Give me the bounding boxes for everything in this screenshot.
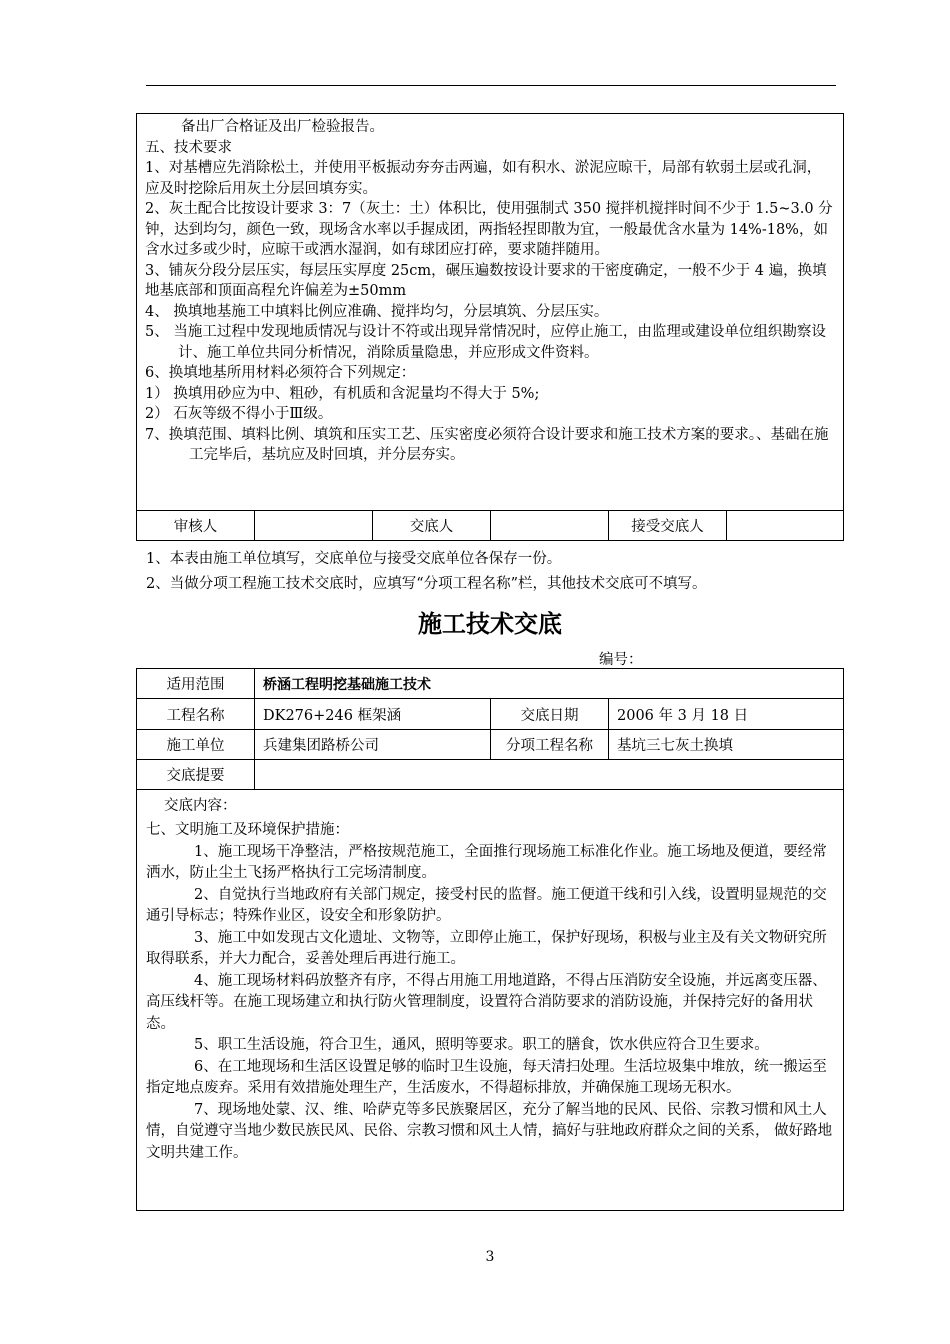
page-number: 3 bbox=[485, 1249, 495, 1265]
reviewer-field[interactable] bbox=[255, 511, 373, 540]
date-label: 交底日期 bbox=[491, 699, 609, 729]
form-row-scope bbox=[137, 669, 843, 699]
scope-label: 适用范围 bbox=[137, 669, 255, 698]
receiver-label: 接受交底人 bbox=[609, 511, 727, 540]
content-item: 5、职工生活设施，符合卫生，通风，照明等要求。职工的膳食，饮水供应符合卫生要求。 bbox=[194, 1037, 769, 1053]
section-heading: 七、文明施工及环境保护措施： bbox=[146, 822, 349, 838]
content-item: 2、自觉执行当地政府有关部门规定，接受村民的监督。施工便道干线和引入线，设置明显规范的交通引导标志；特殊作业区，设安全和形象防护。 bbox=[146, 886, 827, 924]
date-value[interactable]: 2006 年 3 月 18 日 bbox=[617, 707, 749, 724]
content-item: 1、施工现场干净整洁，严格按规范施工，全面推行现场施工标准化作业。施工场地及便道，要经常洒水，防止尘土飞扬严格执行工完场清制度。 bbox=[146, 843, 827, 881]
content-item: 4、施工现场材料码放整齐有序，不得占用施工用地道路，不得占压消防安全设施，并远离变压器、高压线杆等。在施工现场建立和执行防火管理制度，设置符合消防要求的消防设施，并保持完好的备用状态。 bbox=[146, 972, 827, 1032]
disclosure-content bbox=[146, 820, 836, 1164]
footnote: 1、本表由施工单位填写，交底单位与接受交底单位各保存一份。 bbox=[146, 551, 562, 567]
content-item: 6、在工地现场和生活区设置足够的临时卫生设施，每天清扫处理。生活垃圾集中堆放，统一搬运至指定地点废弃。采用有效措施处理生产，生活废水，不得超标排放，并确保施工现场无积水。 bbox=[146, 1058, 827, 1096]
text-line: 7、换填范围、填料比例、填筑和压实工艺、压实密度必须符合设计要求和施工技术方案的要求。、基础在施工完毕后，基坑应及时回填，并分层夯实。 bbox=[145, 426, 829, 463]
scope-value[interactable]: 桥涵工程明挖基础施工技术 bbox=[263, 676, 431, 693]
text-line: 2、灰土配合比按设计要求 3：7（灰土：土）体积比，使用强制式 350 搅拌机搅拌时间不少于 1.5~3.0 分钟，达到均匀，颜色一致，现场含水率以手握成团，两指轻捏即散为宜，一般最优含水量为 14%-18%，如含水过多或少时，应晾干或洒水湿润，如有球团应打碎，要求随拌随用。 bbox=[145, 201, 833, 258]
summary-value[interactable] bbox=[255, 760, 843, 789]
section-heading: 五、技术要求 bbox=[145, 139, 232, 156]
form-row-summary bbox=[137, 760, 843, 790]
header-rule bbox=[146, 85, 836, 86]
text-line: 5、 当施工过程中发现地质情况与设计不符或出现异常情况时，应停止施工，由监理或建设单位组织勘察设计、施工单位共同分析情况，消除质量隐患，并应形成文件资料。 bbox=[145, 324, 826, 361]
unit-label: 施工单位 bbox=[137, 730, 255, 759]
text-line: 1、对基槽应先消除松土，并使用平板振动夯夯击两遍，如有积水、淤泥应晾干，局部有软弱土层或孔洞，应及时挖除后用灰土分层回填夯实。 bbox=[145, 160, 822, 197]
page-title: 施工技术交底 bbox=[418, 610, 562, 638]
text-line: 1） 换填用砂应为中、粗砂，有机质和含泥量均不得大于 5%; bbox=[145, 385, 540, 402]
project-value[interactable]: DK276+246 框架涵 bbox=[255, 699, 491, 729]
serial-number-label: 编号： bbox=[599, 652, 643, 668]
signature-row bbox=[137, 510, 843, 540]
subproject-label: 分项工程名称 bbox=[491, 730, 609, 759]
subproject-value[interactable]: 基坑三七灰土换填 bbox=[617, 738, 733, 754]
reviewer-label: 审核人 bbox=[137, 511, 255, 540]
footnote: 2、当做分项工程施工技术交底时，应填写“分项工程名称”栏，其他技术交底可不填写。 bbox=[146, 576, 707, 592]
receiver-field[interactable] bbox=[727, 511, 843, 540]
text-line: 3、铺灰分段分层压实，每层压实厚度 25cm，碾压遍数按设计要求的干密度确定，一般不少于 4 遍，换填地基底部和顶面高程允许偏差为±50mm bbox=[145, 262, 827, 299]
content-item: 7、现场地处蒙、汉、维、哈萨克等多民族聚居区，充分了解当地的民风、民俗、宗教习惯和风土人情，自觉遵守当地少数民族民风、民俗、宗教习惯和风土人情，搞好与驻地政府群众之间的关系， 做好路地文明共建工作。 bbox=[146, 1101, 833, 1161]
text-line: 备出厂合格证及出厂检验报告。 bbox=[181, 119, 384, 135]
unit-value[interactable]: 兵建集团路桥公司 bbox=[255, 730, 491, 759]
summary-label: 交底提要 bbox=[137, 760, 255, 789]
tech-requirements-content bbox=[145, 117, 835, 466]
presenter-field[interactable] bbox=[491, 511, 609, 540]
content-item: 3、施工中如发现古文化遗址、文物等，立即停止施工，保护好现场，积极与业主及有关文物研究所取得联系，并大力配合，妥善处理后再进行施工。 bbox=[146, 929, 827, 967]
text-line: 6、换填地基所用材料必须符合下列规定： bbox=[145, 365, 416, 381]
content-label: 交底内容： bbox=[164, 798, 237, 814]
project-label: 工程名称 bbox=[137, 699, 255, 729]
presenter-label: 交底人 bbox=[373, 511, 491, 540]
form-row-unit bbox=[137, 730, 843, 760]
tech-requirements-box bbox=[136, 113, 844, 541]
text-line: 2） 石灰等级不得小于Ⅲ级。 bbox=[145, 406, 333, 422]
text-line: 4、 换填地基施工中填料比例应准确、搅拌均匀，分层填筑、分层压实。 bbox=[145, 303, 609, 320]
form-row-project bbox=[137, 699, 843, 730]
